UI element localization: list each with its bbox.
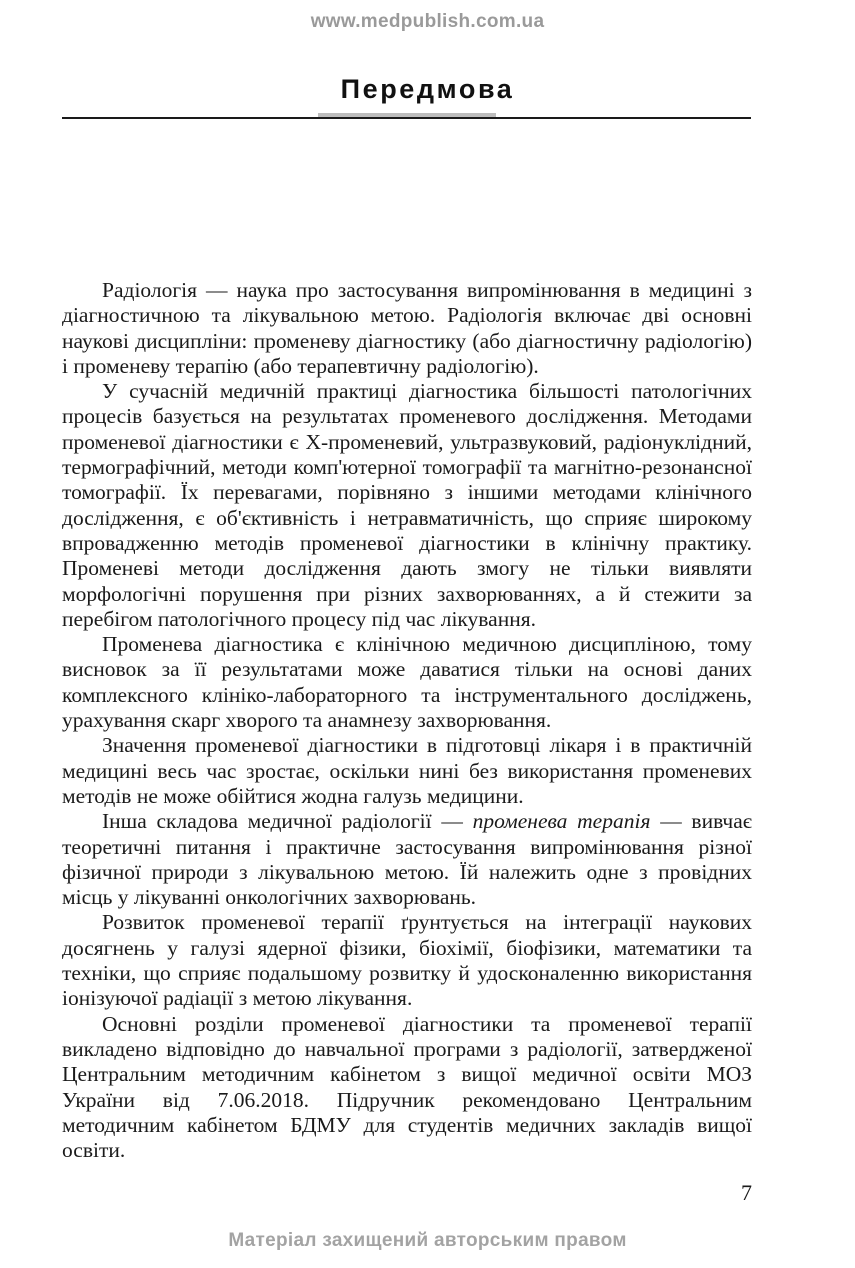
- paragraph-5: [62, 809, 752, 910]
- site-url: www.medpublish.com.ua: [310, 11, 545, 32]
- paragraph-3: Променева діагностика є клінічною медичною дисципліною, тому висновок за її результатами може даватися тільки на основі даних комплексного клініко-лабораторного та інструментального досліджень, урахування скарг хворого та анамнезу захворювання.: [62, 632, 752, 733]
- copyright-notice: Матеріал захищений авторським правом: [228, 1230, 627, 1251]
- paragraph-4: Значення променевої діагностики в підготовці лікаря і в практичній медицині весь час зростає, оскільки нині без використання променевих методів не може обійтися жодна галузь медицини.: [62, 733, 752, 808]
- title-divider: [62, 117, 751, 119]
- paragraph-6: Розвиток променевої терапії ґрунтується на інтеграції наукових досягнень у галузі ядерної фізики, біохімії, біофізики, математики та техніки, що сприяє подальшому розвитку й удосконаленню використання іонізуючої радіації з метою лікування.: [62, 910, 752, 1011]
- paragraph-5-rest: — вивчає теоретичні питання і практичне застосування випромінювання різної фізичної природи з лікувальною метою. Їй належить одне з провідних місць у лікуванні онкологічних захворювань.: [62, 809, 752, 910]
- page-number: 7: [741, 1180, 752, 1205]
- paragraph-7: Основні розділи променевої діагностики та променевої терапії викладено відповідно до навчальної програми з радіології, затвердженої Центральним методичним кабінетом з вищої медичної освіти МОЗ України від 7.06.2018. Підручник рекомендовано Центральним методичним кабінетом БДМУ для студентів медичних закладів вищої освіти.: [62, 1011, 752, 1163]
- page-title: Передмова: [340, 74, 515, 104]
- paragraph-2: У сучасній медичній практиці діагностика більшості патологічних процесів базується на результатах променевого дослідження. Методами променевої діагностики є Х-променевий, ультразвуковий, радіонуклідний, термографічний, методи комп'ютерної томографії та магнітно-резонансної томографії. Їх перевагами, порівняно з іншими методами клінічного дослідження, є об'єктивність і нетравматичність, що сприяє широкому впровадженню методів променевої діагностики в клінічну практику. Променеві методи дослідження дають змогу не тільки виявляти морфологічні порушення при різних захворюваннях, а й стежити за перебігом патологічного процесу під час лікування.: [62, 379, 752, 631]
- radiation-therapy-term: променева терапія: [472, 809, 651, 834]
- paragraph-5-lead: Інша складова медичної радіології —: [102, 809, 473, 834]
- paragraph-1: Радіологія — наука про застосування випромінювання в медицині з діагностичною та лікувальною метою. Радіологія включає дві основні наукові дисципліни: променеву діагностику (або діагностичну радіологію) і променеву терапію (або терапевтичну радіологію).: [62, 278, 752, 378]
- preface-body: [62, 278, 752, 1163]
